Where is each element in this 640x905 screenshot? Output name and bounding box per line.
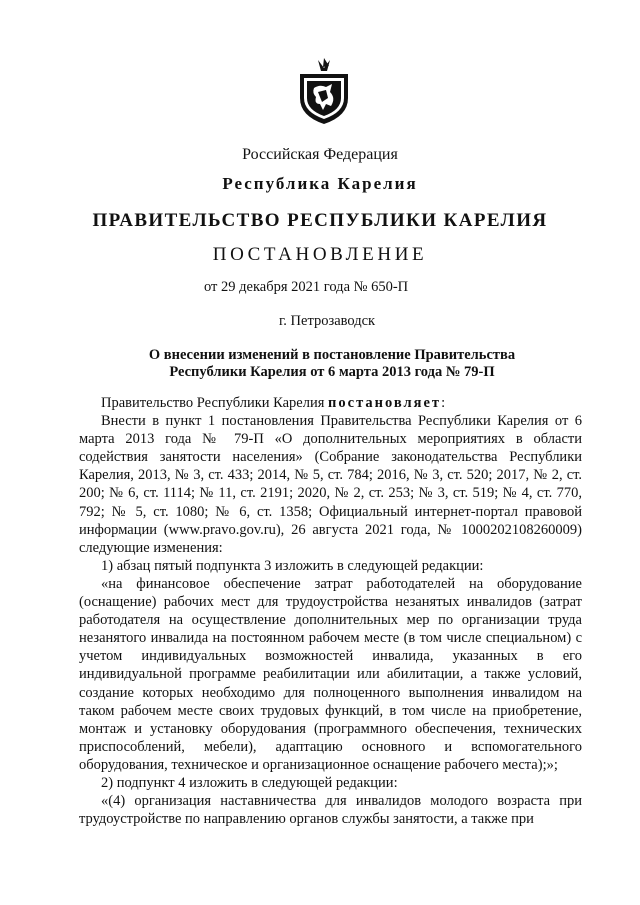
paragraph-item-2-text: «(4) организация наставничества для инвалидов молодого возраста при трудоустройстве по направлению органов службы занятости, а также при — [79, 793, 582, 828]
republic-name: Республика Карелия — [222, 174, 418, 193]
paragraph-resolution — [79, 394, 582, 412]
document-body — [79, 394, 582, 828]
resolution-prefix: Правительство Республики Карелия — [101, 395, 329, 411]
document-title — [100, 347, 564, 381]
resolution-suffix: : — [441, 395, 446, 411]
country-name: Российская Федерация — [242, 146, 398, 163]
paragraph-item-2: 2) подпункт 4 изложить в следующей редакции: — [101, 774, 398, 791]
coat-of-arms-icon — [296, 54, 352, 126]
government-name: ПРАВИТЕЛЬСТВО РЕСПУБЛИКИ КАРЕЛИЯ — [92, 210, 548, 231]
paragraph-amendment: Внести в пункт 1 постановления Правительства Республики Карелия от 6 марта 2013 года № 79-П «О дополнительных мероприятиях в области содействия занятости населения» (Собрание законодательства Республики Карелия, 2013, № 3, ст. 433; 2014, № 5, ст. 784; 2016, № 3, ст. 520; 2017, № 2, ст. 200; № 6, ст. 1114; № 11, ст. 2191; 2020, № 2, ст. 253; № 3, ст. 519; № 4, ст. 770, 792; № 5, ст. 1080; № 6, ст. 1358; Официальный интернет-портал правовой информации (www.pravo.gov.ru), 26 августа 2021 года, № 1000202108260009) следующие изменения: — [79, 413, 582, 556]
document-city: г. Петрозаводск — [279, 313, 376, 329]
document-type: ПОСТАНОВЛЕНИЕ — [212, 244, 428, 265]
document-date: от 29 декабря 2021 года № 650-П — [204, 279, 409, 295]
title-line-1: О внесении изменений в постановление Правительства — [148, 347, 516, 363]
paragraph-item-1-text: «на финансовое обеспечение затрат работодателей на оборудование (оснащение) рабочих мест для трудоустройства незанятых инвалидов (затрат работодателя на осуществление дополнительных мер по организации труда незанятого инвалида на постоянном рабочем месте (в том числе специальном) с учетом индивидуальных возможностей инвалида, указанных в его индивидуальной программе реабилитации или абилитации, а также условий, создание которых необходимо для полноценного выполнения инвалидом на таком рабочем месте своих трудовых функций, в том числе на приобретение, монтаж и установку оборудования (программного обеспечения, технических приспособлений, мебели), адаптацию основного и вспомогательного оборудования, техническое и организационное оснащение рабочего места);»; — [79, 575, 582, 773]
title-line-2: Республики Карелия от 6 марта 2013 года № 79-П — [169, 364, 495, 380]
paragraph-item-1: 1) абзац пятый подпункта 3 изложить в следующей редакции: — [101, 557, 484, 574]
resolution-keyword: постановляет — [328, 395, 442, 411]
